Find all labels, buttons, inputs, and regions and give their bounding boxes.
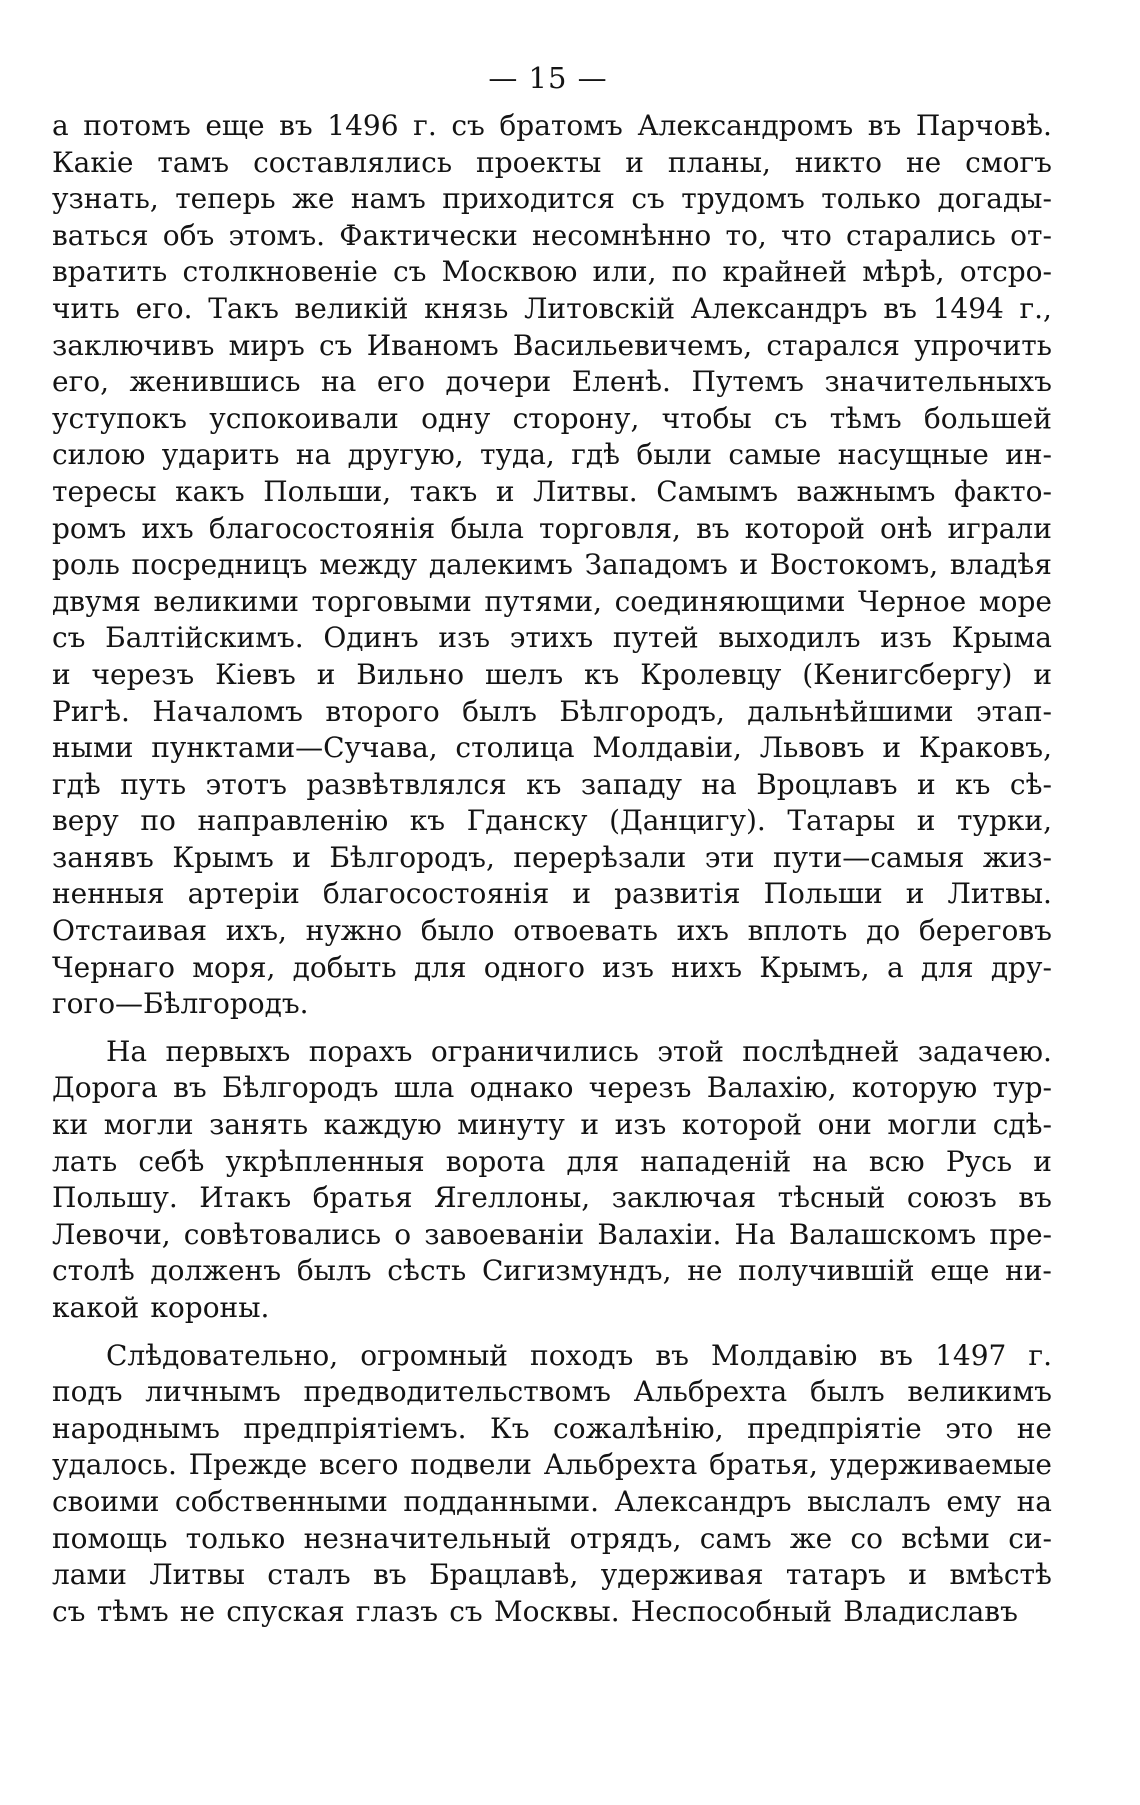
text-line: а потомъ еще въ 1496 г. съ братомъ Александромъ въ Парчовѣ. (52, 109, 1052, 142)
text-line: съ Балтійскимъ. Одинъ изъ этихъ путей выходилъ изъ Крыма (52, 621, 1052, 655)
text-line: силою ударить на другую, туда, гдѣ были самые насущные ин- (52, 438, 1052, 472)
text-line: уступокъ успокоивали одну сторону, чтобы съ тѣмъ большей (52, 401, 1052, 435)
text-line: ки могли занять каждую минуту и изъ которой они могли сдѣ- (52, 1108, 1052, 1142)
text-line: ными пунктами—Сучава, столица Молдавіи, Львовъ и Краковъ, (52, 731, 1052, 765)
text-line: двумя великими торговыми путями, соединяющими Черное море (52, 584, 1052, 618)
text-line: Ригѣ. Началомъ второго былъ Бѣлгородъ, дальнѣйшими этап- (52, 694, 1052, 728)
text-body (52, 108, 1052, 1630)
page-number: — 15 — (488, 61, 608, 95)
text-line: гого—Бѣлгородъ. (52, 987, 309, 1021)
text-line: узнать, теперь же намъ приходится съ трудомъ только догады- (52, 182, 1052, 216)
text-line: чить его. Такъ великій князь Литовскій Александръ въ 1494 г., (52, 291, 1052, 325)
paragraph (52, 108, 1052, 1023)
text-line: ваться объ этомъ. Фактически несомнѣнно то, что старались от- (52, 218, 1052, 252)
text-line: помощь только незначительный отрядъ, самъ же со всѣми си- (52, 1521, 1052, 1555)
text-line: Чернаго моря, добыть для одного изъ нихъ Крымъ, а для дру- (52, 950, 1052, 984)
text-line: лами Литвы сталъ въ Брацлавѣ, удерживая татаръ и вмѣстѣ (52, 1558, 1052, 1592)
text-line: лать себѣ укрѣпленныя ворота для нападеній на всю Русь и (52, 1144, 1052, 1178)
text-line: народнымъ предпріятіемъ. Къ сожалѣнію, предпріятіе это не (52, 1411, 1052, 1445)
book-page (52, 48, 1052, 1768)
paragraph-gap (52, 1023, 1052, 1034)
text-line: подъ личнымъ предводительствомъ Альбрехта былъ великимъ (52, 1375, 1052, 1409)
paragraph-gap (52, 1327, 1052, 1338)
paragraph (52, 1034, 1052, 1327)
text-line: его, женившись на его дочери Еленѣ. Путемъ значительныхъ (52, 365, 1052, 399)
text-line: занявъ Крымъ и Бѣлгородъ, перерѣзали эти пути—самыя жиз- (52, 840, 1052, 874)
text-line: Дорога въ Бѣлгородъ шла однако черезъ Валахію, которую тур- (52, 1071, 1052, 1105)
paragraph (52, 1338, 1052, 1631)
text-line: ненныя артеріи благосостоянія и развитія Польши и Литвы. (52, 877, 1052, 911)
text-line: и черезъ Кіевъ и Вильно шелъ къ Кролевцу (Кенигсбергу) и (52, 657, 1052, 691)
text-line: гдѣ путь этотъ развѣтвлялся къ западу на Вроцлавъ и къ сѣ- (52, 767, 1052, 801)
text-line: Отстаивая ихъ, нужно было отвоевать ихъ вплоть до береговъ (52, 914, 1052, 948)
text-line: веру по направленію къ Гданску (Данцигу). Татары и турки, (52, 804, 1052, 838)
text-line: Польшу. Итакъ братья Ягеллоны, заключая тѣсный союзъ въ (52, 1181, 1052, 1215)
text-line: столѣ долженъ былъ сѣсть Сигизмундъ, не получившій еще ни- (52, 1254, 1052, 1288)
text-line: тересы какъ Польши, такъ и Литвы. Самымъ важнымъ факто- (52, 474, 1052, 508)
text-line: Слѣдовательно, огромный походъ въ Молдавію въ 1497 г. (106, 1338, 1052, 1372)
text-line: своими собственными подданными. Александръ выслалъ ему на (52, 1484, 1052, 1518)
text-line: Какіе тамъ составлялись проекты и планы, никто не смогъ (52, 145, 1052, 179)
text-line: роль посредницъ между далекимъ Западомъ и Востокомъ, владѣя (52, 548, 1052, 582)
text-line: Левочи, совѣтовались о завоеваніи Валахіи. На Валашскомъ пре- (52, 1217, 1052, 1251)
text-line: На первыхъ порахъ ограничились этой послѣдней задачею. (106, 1034, 1052, 1068)
text-line: удалось. Прежде всего подвели Альбрехта братья, удерживаемые (52, 1448, 1052, 1482)
text-line: ромъ ихъ благосостоянія была торговля, въ которой онѣ играли (52, 511, 1052, 545)
text-line: вратить столкновеніе съ Москвою или, по крайней мѣрѣ, отсро- (52, 255, 1052, 289)
text-line: съ тѣмъ не спуская глазъ съ Москвы. Неспособный Владиславъ (52, 1594, 1018, 1628)
text-line: какой короны. (52, 1291, 270, 1324)
text-line: заключивъ миръ съ Иваномъ Васильевичемъ, старался упрочить (52, 328, 1052, 362)
